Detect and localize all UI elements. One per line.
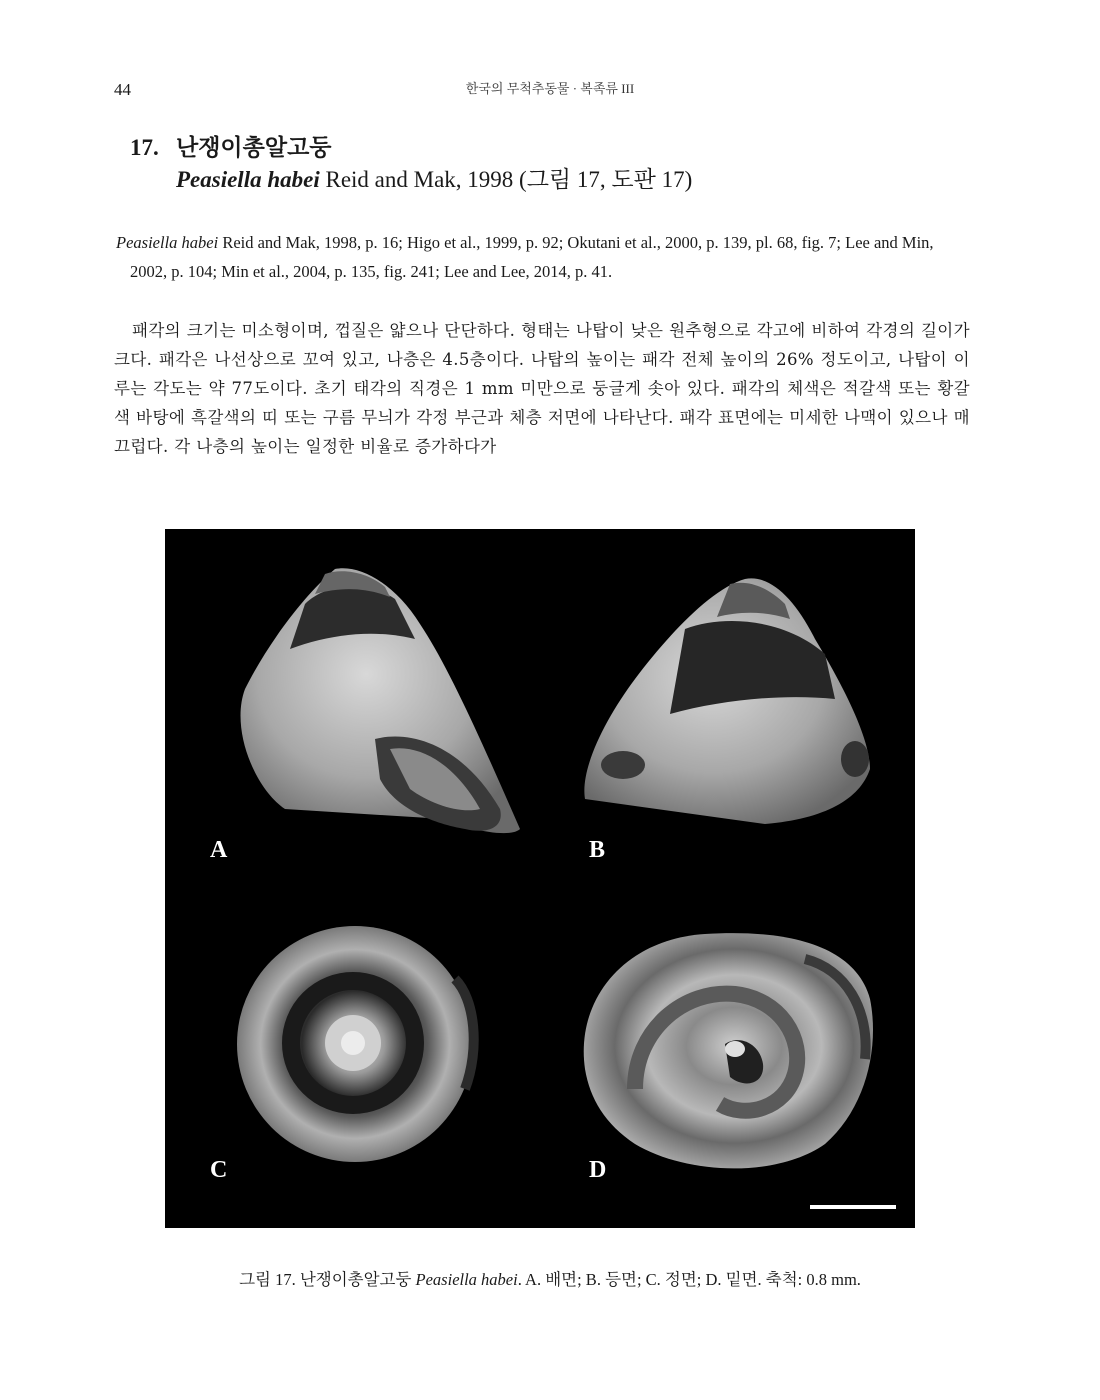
- species-description: 패각의 크기는 미소형이며, 껍질은 얇으나 단단하다. 형태는 나탑이 낮은 원추형으로 각고에 비하여 각경의 길이가 크다. 패각은 나선상으로 꼬여 있고, 나층은 4.5층이다. 나탑의 높이는 패각 전체 높이의 26% 정도이고, 나탑이 이루는 각도는 약 77도이다. 초기 태각의 직경은 1 mm 미만으로 둥글게 솟아 있다. 패각의 체색은 적갈색 또는 황갈색 바탕에 흑갈색의 띠 또는 구름 무늬가 각정 부근과 체층 저면에 나타난다. 패각 표면에는 미세한 나맥이 있으나 매끄럽다. 각 나층의 높이는 일정한 비율로 증가하다가: [114, 321, 970, 456]
- reference-species-name: Peasiella habei: [116, 233, 219, 252]
- shell-photographs: [165, 529, 915, 1228]
- shell-panel-b: [584, 578, 870, 824]
- panel-label-b: B: [589, 837, 606, 863]
- shell-panel-d: [584, 933, 873, 1168]
- scale-bar: [810, 1205, 896, 1209]
- shell-panel-a: [241, 568, 520, 833]
- scientific-name: Peasiella habei: [176, 167, 320, 192]
- caption-species-name: Peasiella habei: [415, 1270, 518, 1289]
- shell-panel-c: [237, 926, 474, 1162]
- figure-plate: [165, 529, 915, 1228]
- panel-label-c: C: [210, 1157, 228, 1183]
- panel-label-d: D: [589, 1157, 607, 1183]
- species-authority: Reid and Mak, 1998: [319, 167, 514, 192]
- figure-caption: [0, 1266, 1100, 1290]
- species-title-scientific: [130, 164, 692, 196]
- species-title-korean: [130, 132, 692, 164]
- running-header: 한국의 무척추동물 · 복족류 III: [465, 81, 635, 96]
- panel-label-a: A: [210, 837, 228, 863]
- caption-prefix: 그림 17. 난쟁이총알고둥: [239, 1270, 416, 1289]
- reference-list: Reid and Mak, 1998, p. 16; Higo et al., 1999, p. 92; Okutani et al., 2000, p. 139, pl. 68, fig. 7; Lee and Min, 2002, p. 104; Min et al., 2004, p. 135, fig. 241; Lee and Lee, 2014, p. 41.: [130, 233, 934, 281]
- synonymy-references: [116, 228, 970, 286]
- species-number: 17.: [130, 135, 159, 160]
- korean-name: 난쟁이총알고둥: [176, 135, 332, 160]
- caption-panel-descriptions: . A. 배면; B. 등면; C. 정면; D. 밑면. 축척: 0.8 mm.: [517, 1270, 861, 1289]
- page-number: 44: [114, 80, 131, 99]
- species-heading: [130, 132, 692, 196]
- figure-references: (그림 17, 도판 17): [513, 167, 693, 192]
